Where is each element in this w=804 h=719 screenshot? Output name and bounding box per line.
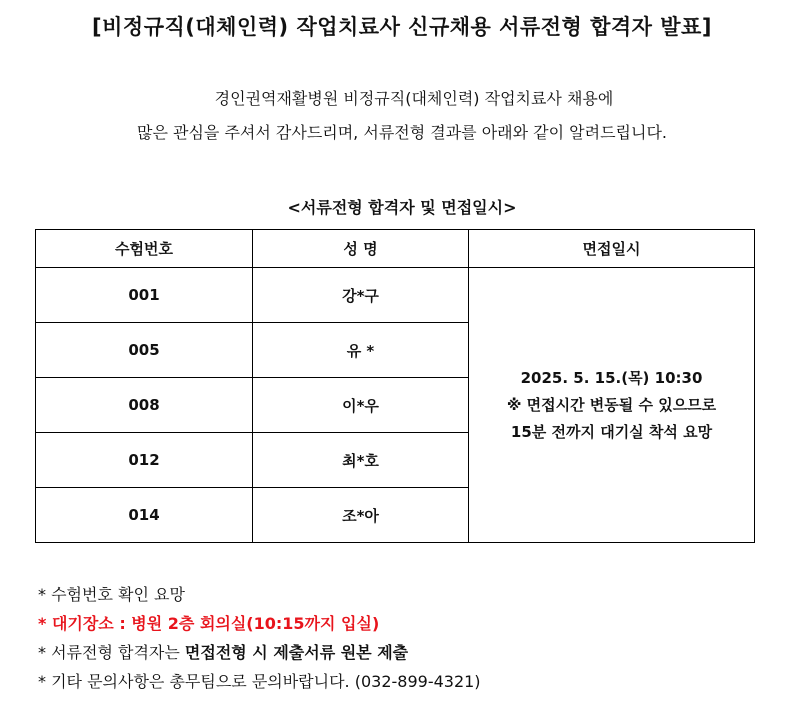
exam-number-cell: 005 xyxy=(36,323,253,378)
name-cell: 유 * xyxy=(253,323,469,378)
table-row xyxy=(36,268,755,323)
header-name: 성 명 xyxy=(253,230,469,268)
table-caption: <서류전형 합격자 및 면접일시> xyxy=(287,198,517,217)
exam-number-cell: 001 xyxy=(36,268,253,323)
interview-date: 2025. 5. 15.(목) 10:30 xyxy=(520,368,703,387)
interview-notice: ※ 면접시간 변동될 수 있으므로 xyxy=(506,395,717,414)
header-interview-datetime: 면접일시 xyxy=(469,230,755,268)
note-contact: * 기타 문의사항은 총무팀으로 문의바랍니다. (032-899-4321) xyxy=(38,672,481,691)
interview-waiting-note: 15분 전까지 대기실 착석 요망 xyxy=(510,422,713,441)
note-waiting-place: * 대기장소 : 병원 2층 회의실(10:15까지 입실) xyxy=(38,614,380,633)
note-exam-number: * 수험번호 확인 요망 xyxy=(38,585,185,604)
intro-line-2: 많은 관심을 주셔서 감사드리며, 서류전형 결과를 아래와 같이 알려드립니다. xyxy=(137,123,667,142)
results-table xyxy=(35,229,755,543)
exam-number-cell: 012 xyxy=(36,433,253,488)
note-documents-emphasis: 면접전형 시 제출서류 원본 제출 xyxy=(184,643,409,662)
exam-number-cell: 008 xyxy=(36,378,253,433)
exam-number-cell: 014 xyxy=(36,488,253,543)
page-title: [비정규직(대체인력) 작업치료사 신규채용 서류전형 합격자 발표] xyxy=(92,15,712,39)
note-documents xyxy=(38,638,481,667)
header-exam-number: 수험번호 xyxy=(36,230,253,268)
note-documents-prefix: * 서류전형 합격자는 xyxy=(38,643,185,662)
name-cell: 최*호 xyxy=(253,433,469,488)
name-cell: 이*우 xyxy=(253,378,469,433)
name-cell: 조*아 xyxy=(253,488,469,543)
name-cell: 강*구 xyxy=(253,268,469,323)
intro-line-1: 경인권역재활병원 비정규직(대체인력) 작업치료사 채용에 xyxy=(214,89,614,108)
notes-list xyxy=(38,580,481,696)
interview-datetime-cell xyxy=(469,268,755,543)
table-header-row xyxy=(36,230,755,268)
